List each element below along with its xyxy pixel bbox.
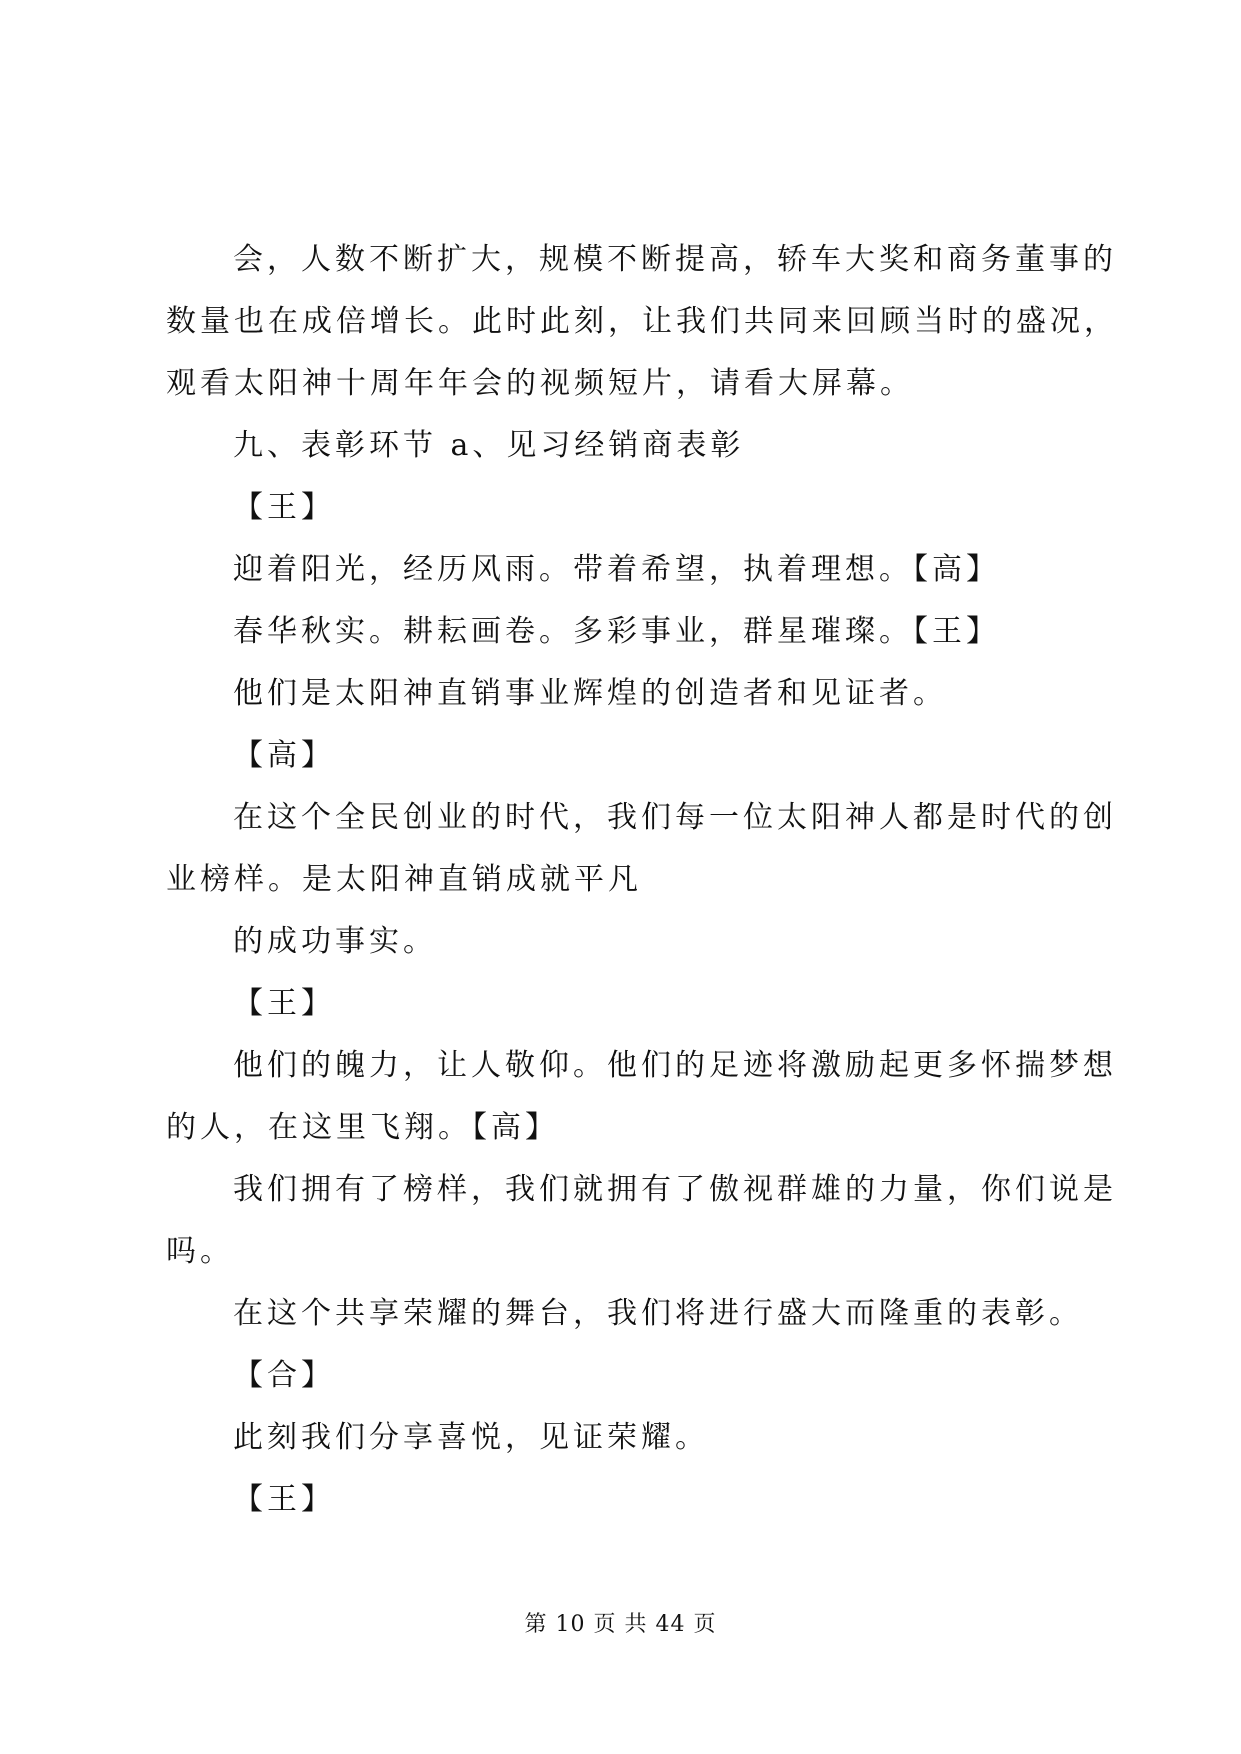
speaker-tag: 【王】: [233, 986, 335, 1021]
text-line: 春华秋实。耕耘画卷。多彩事业，群星璀璨。【王】: [233, 614, 1000, 649]
text-line: 在这个共享荣耀的舞台，我们将进行盛大而隆重的表彰。: [233, 1296, 1083, 1331]
text-line: 在这个全民创业的时代，我们每一位太阳神人都是时代的创: [233, 800, 1117, 835]
text-line: 我们拥有了榜样，我们就拥有了傲视群雄的力量，你们说是: [233, 1172, 1117, 1207]
speaker-tag: 【王】: [233, 1482, 335, 1517]
text-line: 数量也在成倍增长。此时此刻，让我们共同来回顾当时的盛况，: [166, 304, 1118, 339]
text-line: 此刻我们分享喜悦，见证荣耀。: [233, 1420, 709, 1455]
speaker-tag: 【王】: [233, 490, 335, 525]
text-line: 会，人数不断扩大，规模不断提高，轿车大奖和商务董事的: [233, 242, 1117, 277]
text-line: 他们的魄力，让人敬仰。他们的足迹将激励起更多怀揣梦想: [233, 1048, 1117, 1083]
text-line: 观看太阳神十周年年会的视频短片，请看大屏幕。: [166, 366, 914, 401]
speaker-tag: 【高】: [233, 738, 335, 773]
text-line: 业榜样。是太阳神直销成就平凡: [166, 862, 642, 897]
text-line: 迎着阳光，经历风雨。带着希望，执着理想。【高】: [233, 552, 1000, 587]
section-heading: 九、表彰环节 a、见习经销商表彰: [233, 428, 745, 463]
text-line: 的成功事实。: [233, 924, 437, 959]
text-line: 的人，在这里飞翔。【高】: [166, 1110, 559, 1145]
speaker-tag: 【合】: [233, 1358, 335, 1393]
text-line: 吗。: [166, 1234, 234, 1269]
page-number-footer: 第 10 页 共 44 页: [524, 1612, 717, 1637]
text-line: 他们是太阳神直销事业辉煌的创造者和见证者。: [233, 676, 947, 711]
